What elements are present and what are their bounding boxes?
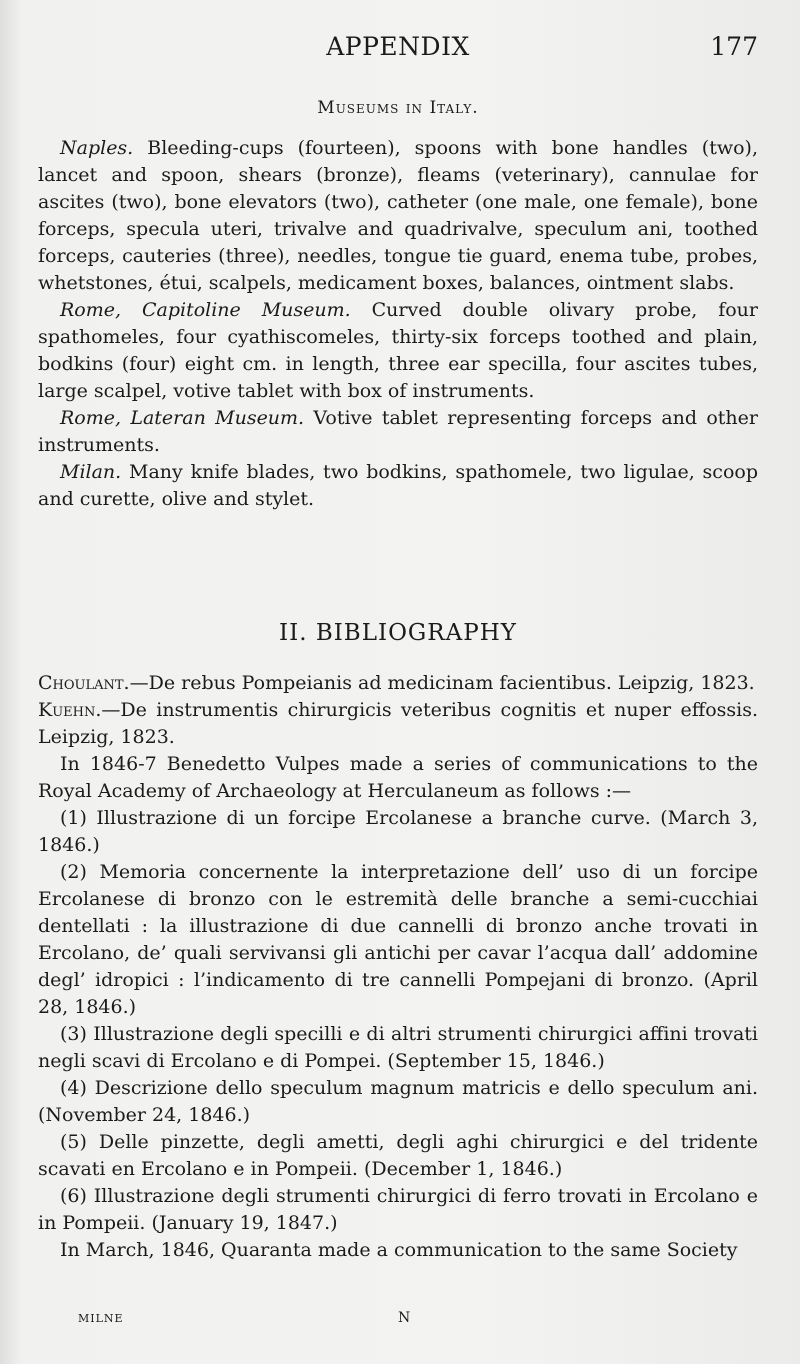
vulpes-item-4: (4) Descrizione dello speculum magnum matricis e dello speculum ani. (November 24, 1846.) bbox=[38, 1077, 758, 1126]
vulpes-item-2: (2) Memoria concernente la interpretazione dell’ uso di un forcipe Ercolanese di bronzo con le estremità delle branche a semi-cucchiai dentellati : la illustrazione di due cannelli di bronzo anche trovati in Ercolano, de’ quali servivansi gli antichi per cavar l’acqua dall’ addomine degl’ idropici : l’indicamento di tre cannelli Pompejani di bronzo. (April 28, 1846.) bbox=[38, 861, 758, 1018]
bibliography-heading: II. BIBLIOGRAPHY bbox=[279, 620, 517, 646]
museum-name: Rome, Capitoline Museum. bbox=[60, 299, 351, 321]
vulpes-item-1: (1) Illustrazione di un forcipe Ercolanese a branche curve. (March 3, 1846.) bbox=[38, 807, 758, 856]
museum-entry-capitoline bbox=[38, 297, 758, 405]
museum-entry-milan bbox=[38, 459, 758, 513]
vulpes-item-5: (5) Delle pinzette, degli ametti, degli aghi chirurgici e del tridente scavati en Ercolano e in Pompeii. (December 1, 1846.) bbox=[38, 1131, 758, 1180]
page-header bbox=[38, 32, 758, 72]
author-name: Choulant. bbox=[38, 672, 130, 694]
museum-entry-lateran bbox=[38, 405, 758, 459]
vulpes-item-6: (6) Illustrazione degli strumenti chirurgici di ferro trovati in Ercolano e in Pompeii. (January 19, 1847.) bbox=[38, 1185, 758, 1234]
page-footer bbox=[78, 1310, 678, 1330]
bibliography-entry-choulant bbox=[38, 670, 758, 697]
museums-section bbox=[38, 135, 758, 513]
museum-name: Naples. bbox=[60, 137, 134, 159]
vulpes-intro: In 1846-7 Benedetto Vulpes made a series of communications to the Royal Academy of Archaeology at Herculaneum as follows :— bbox=[38, 753, 758, 802]
vulpes-item-3: (3) Illustrazione degli specilli e di altri strumenti chirurgici affini trovati negli scavi di Ercolano e di Pompei. (September 15, 1846.) bbox=[38, 1023, 758, 1072]
bibliography-section bbox=[38, 670, 758, 1264]
museum-items: Many knife blades, two bodkins, spathomele, two ligulae, scoop and curette, olive and stylet. bbox=[38, 461, 758, 510]
quaranta-line: In March, 1846, Quaranta made a communication to the same Society bbox=[60, 1239, 738, 1261]
museums-heading: Museums in Italy. bbox=[317, 98, 479, 118]
museum-items: Bleeding-cups (fourteen), spoons with bone handles (two), lancet and spoon, shears (bronze), fleams (veterinary), cannulae for ascites (two), bone elevators (two), catheter (one male, one female), bone forceps, specula uteri, trivalve and quadrivalve, speculum ani, toothed forceps, cauteries (three), needles, tongue tie guard, enema tube, probes, whetstones, étui, scalpels, medicament boxes, balances, ointment slabs. bbox=[38, 137, 758, 294]
running-title: APPENDIX bbox=[326, 32, 470, 61]
bibliography-entry-kuehn bbox=[38, 697, 758, 751]
museum-items: Curved double olivary probe, four spathomeles, four cyathiscomeles, thirty-six forceps toothed and plain, bodkins (four) eight cm. in length, three ear specilla, four ascites tubes, large scalpel, votive tablet with box of instruments. bbox=[38, 299, 758, 402]
museum-entry-naples bbox=[38, 135, 758, 297]
museum-name: Rome, Lateran Museum. bbox=[60, 407, 305, 429]
citation-text: —De instrumentis chirurgicis veteribus cognitis et nuper effossis. Leipzig, 1823. bbox=[38, 699, 758, 748]
citation-text: —De rebus Pompeianis ad medicinam facientibus. Leipzig, 1823. bbox=[129, 672, 755, 694]
museum-name: Milan. bbox=[60, 461, 122, 483]
author-name: Kuehn. bbox=[38, 699, 102, 721]
signature-label: MILNE bbox=[78, 1312, 124, 1325]
page-number: 177 bbox=[710, 32, 758, 61]
museum-items: Votive tablet representing forceps and other instruments. bbox=[38, 407, 758, 456]
signature-mark: N bbox=[398, 1310, 411, 1326]
